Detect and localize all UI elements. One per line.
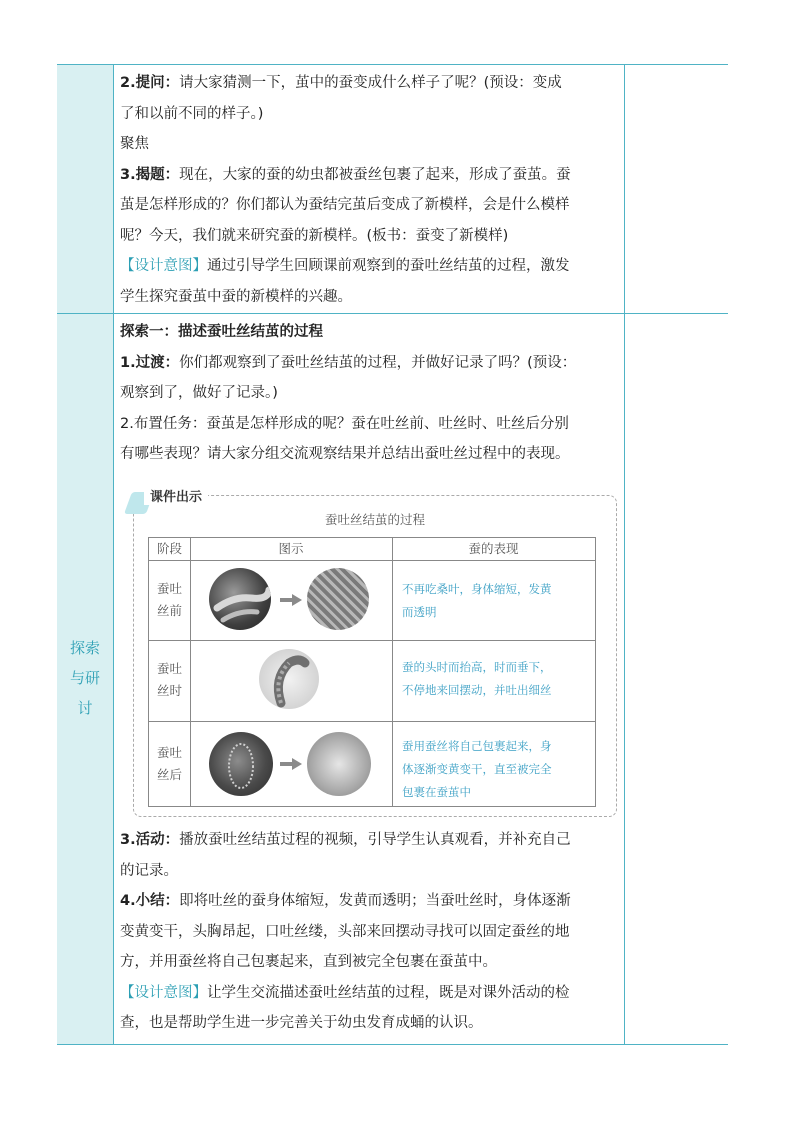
step-text: 变黄变干，头胸昂起，口吐丝缕，头部来回摆动寻找可以固定蚕丝的地: [120, 923, 570, 940]
stage-label-line: 探索: [69, 639, 100, 657]
table-rule: [392, 538, 393, 806]
cocoon-photo: [307, 732, 371, 796]
step-label: 4.小结：: [120, 893, 180, 909]
arrow-right-icon: [280, 594, 302, 606]
column-divider: [113, 64, 114, 1045]
behavior-text: 蚕用蚕丝将自己包裹起来，身: [402, 739, 552, 753]
stage-text: 蚕吐: [156, 661, 182, 676]
stage-label-line: 讨: [77, 699, 93, 717]
behavior-text: 蚕的头时而抬高，时而垂下，: [402, 660, 552, 674]
header-behavior: 蚕的表现: [468, 541, 519, 556]
behavior-text: 体逐渐变黄变干，直至被完全: [402, 762, 552, 776]
spinning-silkworm-photo: [259, 649, 319, 709]
lesson-table: [57, 64, 728, 1045]
stage-text: 蚕吐: [156, 745, 182, 760]
step-text: 你们都观察到了蚕吐丝结茧的过程，并做好记录了吗？(预设：: [179, 354, 577, 371]
step-label: 1.过渡：: [120, 354, 180, 371]
step-text: 茧是怎样形成的？你们都认为蚕结完茧后变成了新模样，会是什么模样: [120, 197, 570, 213]
step-text: 呢？今天，我们就来研究蚕的新模样。(板书：蚕变了新模样): [120, 227, 509, 244]
step-label: 2.: [120, 415, 134, 432]
stage-text: 丝时: [156, 683, 182, 698]
stage-text: 丝后: [156, 767, 182, 782]
header-image: 图示: [278, 541, 304, 556]
behavior-cell: [402, 735, 592, 804]
design-intent-tag: 【设计意图】: [120, 258, 207, 274]
column-divider: [624, 64, 625, 1045]
stage-cell: [149, 658, 190, 702]
silkworm-image: [259, 649, 319, 709]
stage-text: 蚕吐: [156, 581, 182, 596]
stage-cell: [149, 742, 190, 786]
row2-content-top: [120, 317, 620, 470]
courseware-table: [148, 537, 596, 807]
silkworm-image: [209, 568, 271, 630]
step-text: 了和以前不同的样子。): [120, 105, 264, 122]
step-text: 方，并用蚕丝将自己包裹起来，直到被完全包裹在蚕茧中。: [120, 954, 497, 970]
step-text: 有哪些表现？请大家分组交流观察结果并总结出蚕吐丝过程中的表现。: [120, 446, 570, 462]
table-border-top: [57, 64, 728, 65]
table-border-bottom: [57, 1044, 728, 1045]
design-intent-tag: 【设计意图】: [120, 984, 207, 1001]
row2-content-bottom: [120, 825, 620, 1039]
behavior-text: 包裹在蚕茧中: [402, 785, 471, 799]
table-rule: [190, 538, 191, 806]
behavior-text: 不再吃桑叶，身体缩短，发黄: [402, 582, 552, 596]
step-label: 3.活动：: [120, 832, 180, 848]
cocooning-photo: [209, 732, 273, 796]
design-intent-text: 通过引导学生回顾课前观察到的蚕吐丝结茧的过程，激发: [207, 258, 570, 274]
table-rule: [149, 560, 595, 561]
behavior-cell: [402, 578, 592, 624]
courseware-title: 蚕吐丝结茧的过程: [324, 512, 425, 527]
section-label: 聚焦: [120, 136, 149, 152]
courseware-box: [133, 490, 617, 817]
table-rule: [149, 721, 595, 722]
stage-cell: [149, 578, 190, 622]
explore-title: 探索一：描述蚕吐丝结茧的过程: [120, 324, 323, 340]
step-text: 现在，大家的蚕的幼虫都被蚕丝包裹了起来，形成了蚕茧。蚕: [179, 166, 571, 183]
step-text: 请大家猜测一下，茧中的蚕变成什么样子了呢？(预设：变成: [179, 75, 562, 91]
stage-label: [57, 633, 113, 723]
step-text: 即将吐丝的蚕身体缩短，发黄而透明；当蚕吐丝时，身体逐渐: [179, 893, 571, 909]
design-intent-text: 查，也是帮助学生进一步完善关于幼虫发育成蛹的认识。: [120, 1015, 483, 1031]
design-intent-text: 让学生交流描述蚕吐丝结茧的过程，既是对课外活动的检: [207, 984, 570, 1001]
stage-label-line: 与研: [69, 669, 100, 687]
step-label: 3.揭题：: [120, 166, 180, 183]
stage-text: 丝前: [156, 603, 182, 618]
silkworm-net-photo: [307, 568, 369, 630]
table-rule: [149, 640, 595, 641]
courseware-tab: 课件出示: [144, 486, 208, 505]
step-text: 播放蚕吐丝结茧过程的视频，引导学生认真观看，并补充自己: [179, 832, 571, 848]
step-text: 的记录。: [120, 862, 178, 879]
stage-column: [57, 64, 113, 1045]
step-label: 2.提问：: [120, 75, 180, 91]
behavior-text: 而透明: [402, 605, 437, 619]
row-divider: [57, 313, 728, 314]
design-intent-text: 学生探究蚕茧中蚕的新模样的兴趣。: [120, 288, 352, 305]
header-stage: 阶段: [156, 541, 182, 556]
cocoon-image: [209, 732, 273, 796]
behavior-text: 不停地来回摆动，并吐出细丝: [402, 683, 552, 697]
step-text: 观察到了，做好了记录。): [120, 385, 278, 401]
arrow-right-icon: [280, 758, 302, 770]
row1-content: [120, 68, 620, 312]
step-text: 布置任务：蚕茧是怎样形成的呢？蚕在吐丝前、吐丝时、吐丝后分别: [133, 415, 569, 432]
behavior-cell: [402, 656, 592, 702]
silkworm-photo: [209, 568, 271, 630]
